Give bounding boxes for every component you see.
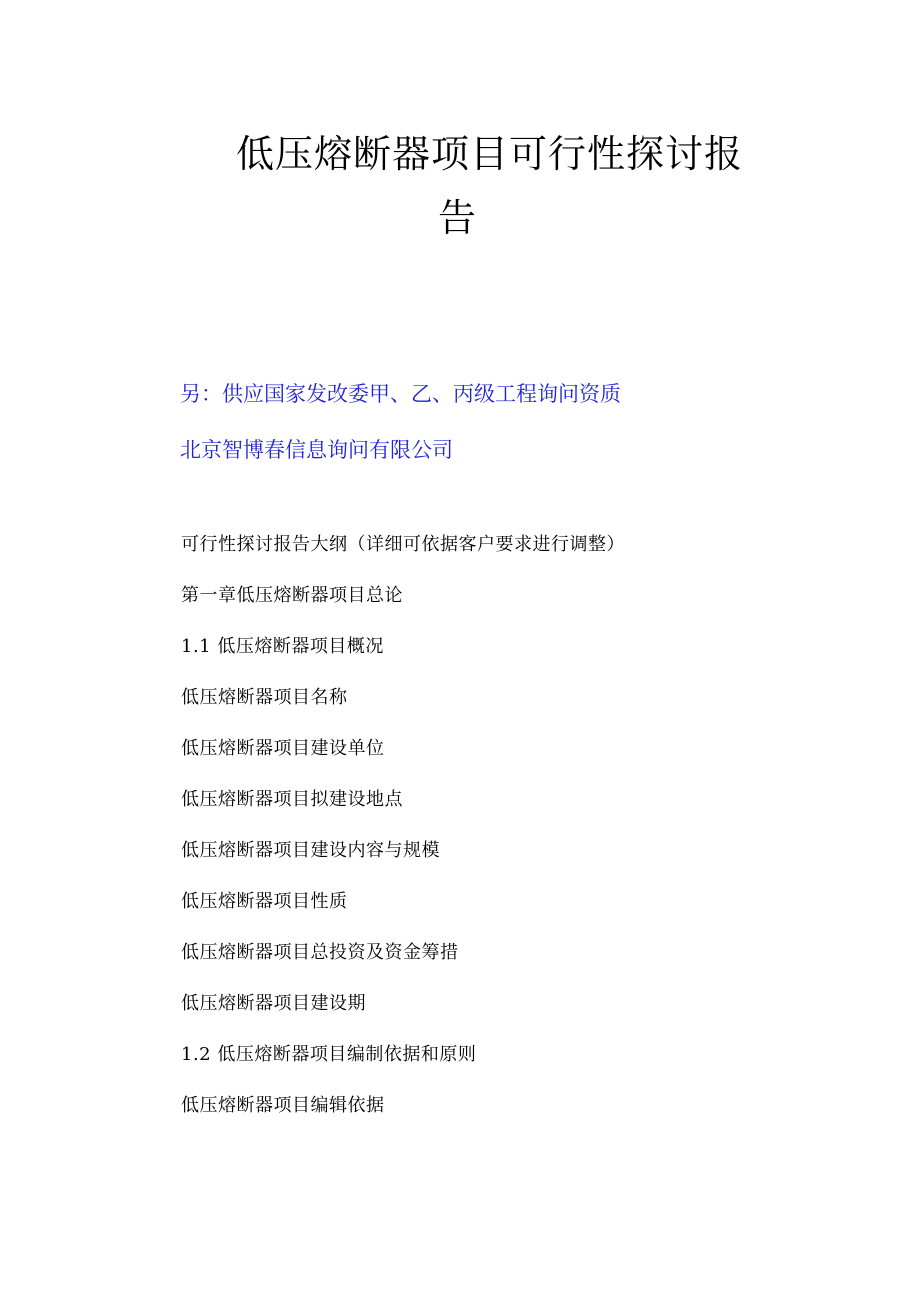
outline-item: 低压熔断器项目总投资及资金筹措 (181, 942, 459, 963)
document-title-line-2: 告 (438, 196, 478, 240)
outline-section-1-2: 1.2 低压熔断器项目编制依据和原则 (181, 1044, 477, 1065)
outline-item: 低压熔断器项目拟建设地点 (181, 789, 403, 810)
outline-item: 低压熔断器项目编辑依据 (181, 1095, 385, 1116)
outline-section-1-1: 1.1 低压熔断器项目概况 (181, 636, 384, 657)
outline-item: 低压熔断器项目建设期 (181, 993, 366, 1014)
outline-item: 低压熔断器项目性质 (181, 891, 348, 912)
outline-item: 低压熔断器项目建设内容与规模 (181, 840, 440, 861)
document-title-line-1: 低压熔断器项目可行性探讨报 (236, 132, 744, 176)
qualification-notice: 另：供应国家发改委甲、乙、丙级工程询问资质 (180, 382, 621, 406)
document-title (236, 122, 796, 250)
outline-heading: 可行性探讨报告大纲（详细可依据客户要求进行调整） (181, 534, 625, 555)
outline-item: 低压熔断器项目名称 (181, 687, 348, 708)
outline-item: 低压熔断器项目建设单位 (181, 738, 385, 759)
outline-chapter-1: 第一章低压熔断器项目总论 (181, 585, 403, 606)
report-outline (181, 530, 625, 1142)
company-name: 北京智博春信息询问有限公司 (180, 438, 453, 462)
